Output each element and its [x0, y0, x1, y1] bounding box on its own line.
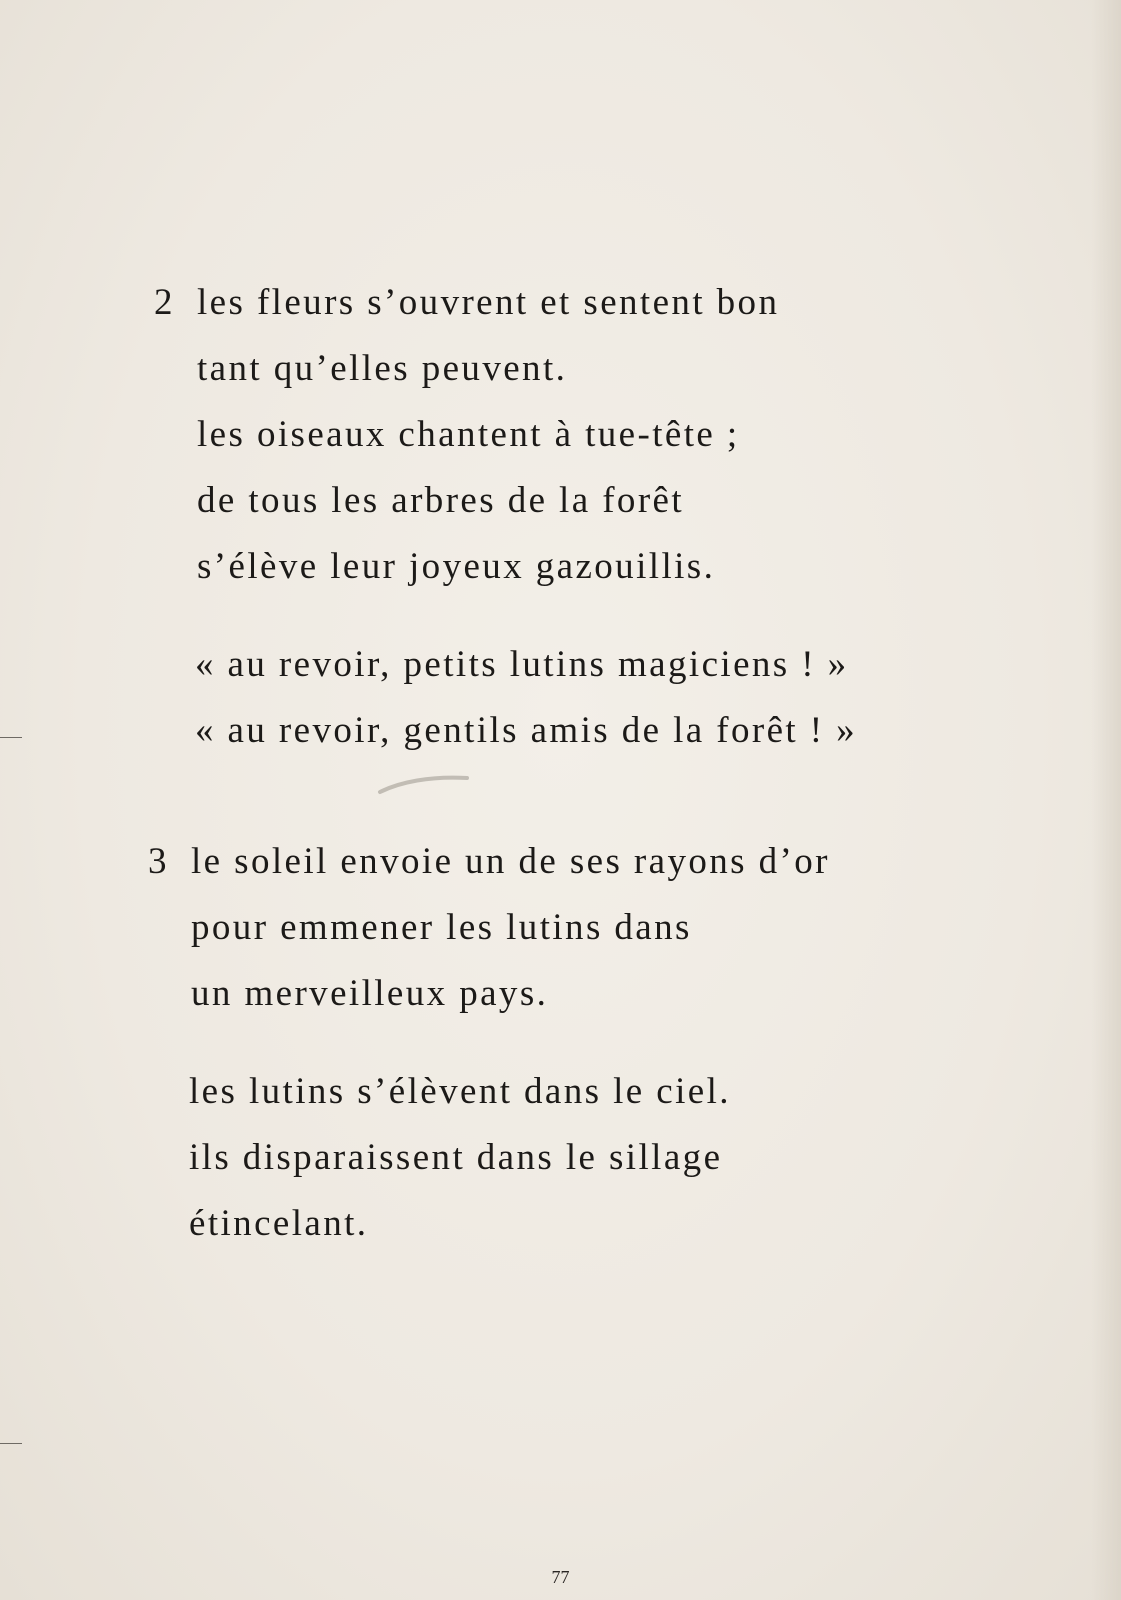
- verse-line: les fleurs s’ouvrent et sentent bon: [197, 282, 780, 323]
- verse-line: les oiseaux chantent à tue-tête ;: [197, 414, 740, 455]
- verse-line: de tous les arbres de la forêt: [197, 480, 685, 521]
- refrain-line: « au revoir, petits lutins magiciens ! »: [195, 644, 849, 685]
- margin-tick: [0, 1443, 22, 1444]
- verse-line: pour emmener les lutins dans: [191, 907, 692, 948]
- verse-line: le soleil envoie un de ses rayons d’or: [191, 841, 830, 882]
- ink-smudge: [375, 770, 475, 800]
- margin-tick: [0, 737, 22, 738]
- page-number: 77: [551, 1567, 570, 1587]
- verse-line: les lutins s’élèvent dans le ciel.: [189, 1071, 731, 1112]
- stanza-number: 3: [148, 841, 167, 882]
- page-edge-shadow: [1091, 0, 1121, 1600]
- verse-line: s’élève leur joyeux gazouillis.: [197, 546, 716, 587]
- verse-line: tant qu’elles peuvent.: [197, 348, 568, 389]
- refrain-line: « au revoir, gentils amis de la forêt ! »: [195, 710, 858, 751]
- verse-line: étincelant.: [189, 1203, 369, 1244]
- stanza-number: 2: [154, 282, 173, 323]
- verse-line: ils disparaissent dans le sillage: [189, 1137, 723, 1178]
- verse-line: un merveilleux pays.: [191, 973, 549, 1014]
